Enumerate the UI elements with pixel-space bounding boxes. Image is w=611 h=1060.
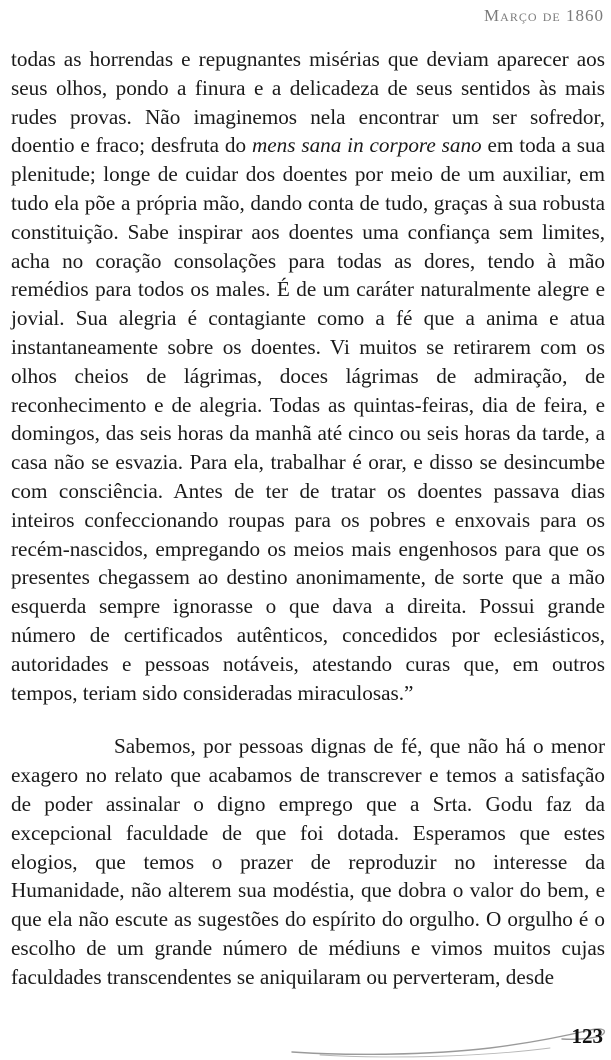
paragraph-1-text-end: em toda a sua plenitude; longe de cuidar dos doentes por meio de um auxiliar, em tudo ela põe a própria mão, dando conta de tudo, graças à sua robusta constituição. Sabe inspirar aos doentes uma confiança sem limites, acha no coração consolações para todas as dores, tendo à mão remédios para todos os males. É de um caráter naturalmente alegre e jovial. Sua alegria é contagiante como a fé que a anima e atua instantaneamente sobre os doentes. Vi muitos se retirarem com os olhos cheios de lágrimas, doces lágrimas de admiração, de reconhecimento e de alegria. Todas as quintas-feiras, dia de feira, e domingos, das seis horas da manhã até cinco ou seis horas da tarde, a casa não se esvazia. Para ela, trabalhar é orar, e disso se desincumbe com consciência. Antes de ter de tratar os doentes passava dias inteiros confeccionando roupas para os pobres e enxovais para os recém-nascidos, empregando os meios mais engenhosos para que os presentes chegassem ao destino anonimamente, de sorte que a mão esquerda sempre ignorasse o que dava a direita. Possui grande número de certificados autênticos, concedidos por eclesiásticos, autoridades e pessoas notáveis, atestando curas que, em outros tempos, teriam sido consideradas miraculosas.” (11, 133, 605, 705)
page-number: 123 (571, 1024, 603, 1048)
running-header: Março de 1860 (484, 6, 604, 25)
calligraphic-swash-icon (290, 1022, 611, 1060)
body-paragraph-1 (11, 45, 605, 707)
body-paragraph-2: Sabemos, por pessoas dignas de fé, que não há o menor exagero no relato que acabamos de transcrever e temos a satisfação de poder assinalar o digno emprego que a Srta. Godu faz da excepcional faculdade de que foi dotada. Esperamos que estes elogios, que temos o prazer de reproduzir no interesse da Humanidade, não alterem sua modéstia, que dobra o valor do bem, e que ela não escute as sugestões do espírito do orgulho. O orgulho é o escolho de um grande número de médiuns e vimos muitos cujas faculdades transcendentes se aniquilaram ou perverteram, desde (11, 734, 605, 989)
latin-phrase: mens sana in corpore sano (251, 133, 482, 158)
page-body (11, 45, 605, 992)
paragraph-1-text-start: todas as horrendas e repugnantes misérias que deviam aparecer aos seus olhos, pondo a finura e a delicadeza de seus sentidos às mais rudes provas. Não imaginemos nela encontrar um ser sofredor, doentio e fraco; desfruta do (11, 47, 605, 158)
